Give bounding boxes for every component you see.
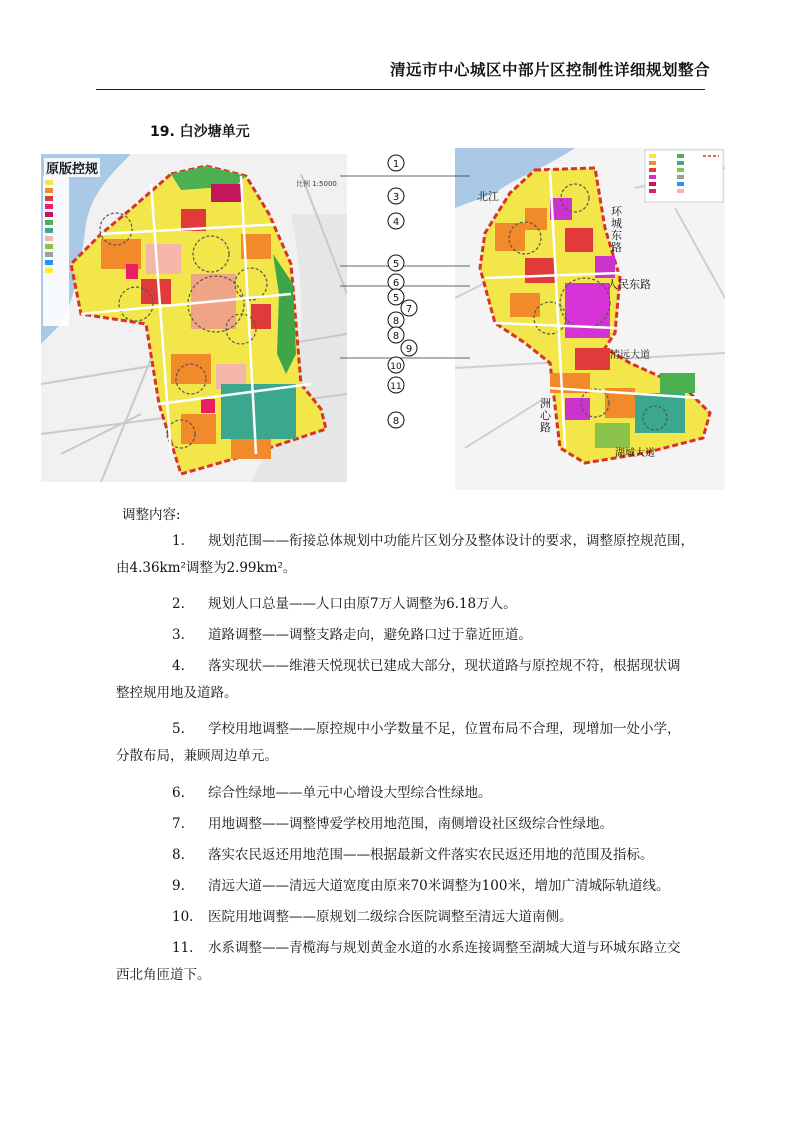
place-label-huancheng-east-road: 环城东路 <box>611 205 622 254</box>
item-text-continued: 整控规用地及道路。 <box>116 685 238 701</box>
item-number: 6. <box>172 785 185 801</box>
item-text: 水系调整——青榄海与规划黄金水道的水系连接调整至湖城大道与环城东路立交 <box>208 940 681 956</box>
callout-number: 5 <box>392 293 400 304</box>
item-text: 综合性绿地——单元中心增设大型综合性绿地。 <box>208 785 492 801</box>
item-number: 1. <box>172 533 185 549</box>
item-text: 落实农民返还用地范围——根据最新文件落实农民返还用地的范围及指标。 <box>208 847 654 863</box>
adjusted-plan-map <box>455 148 725 490</box>
item-text: 医院用地调整——原规划二级综合医院调整至清远大道南侧。 <box>208 909 573 925</box>
section-heading: 19. 白沙塘单元 <box>150 124 250 140</box>
item-text: 规划范围——衔接总体规划中功能片区划分及整体设计的要求，调整原控规范围， <box>208 533 694 549</box>
callout-number: 8 <box>392 331 400 342</box>
callout-number: 1 <box>392 159 400 170</box>
map-scale-text: 比例 1:5000 <box>296 180 337 188</box>
callout-number: 8 <box>392 416 400 427</box>
item-text: 清远大道——清远大道宽度由原来70米调整为100米，增加广清城际轨道线。 <box>208 878 670 894</box>
item-text: 规划人口总量——人口由原7万人调整为6.18万人。 <box>208 596 517 612</box>
place-label-beijiang: 北江 <box>477 190 499 203</box>
item-text: 道路调整——调整支路走向，避免路口过于靠近匝道。 <box>208 627 532 643</box>
item-text: 用地调整——调整博爱学校用地范围，南侧增设社区级综合性绿地。 <box>208 816 613 832</box>
place-label-renmin-east-road: 人民东路 <box>607 278 651 291</box>
item-number: 9. <box>172 878 185 894</box>
callout-number: 9 <box>405 344 413 355</box>
item-number: 5. <box>172 721 185 737</box>
callout-number: 6 <box>392 278 400 289</box>
callout-number: 4 <box>392 217 400 228</box>
adjustment-callouts <box>340 148 470 438</box>
header-divider <box>96 89 705 90</box>
original-plan-map-graphic <box>41 154 347 482</box>
item-text: 学校用地调整——原控规中小学数量不足，位置布局不合理，现增加一处小学， <box>208 721 681 737</box>
place-label-zhouxin-road: 洲心路 <box>540 397 551 434</box>
callout-number: 11 <box>390 382 402 392</box>
item-number: 11. <box>172 940 194 956</box>
item-text-continued: 分散布局，兼顾周边单元。 <box>116 748 278 764</box>
adjustment-intro: 调整内容: <box>122 507 181 523</box>
place-label-hucheng-avenue: 湖城大道 <box>615 448 655 459</box>
item-number: 10. <box>172 909 194 925</box>
item-number: 8. <box>172 847 185 863</box>
item-number: 4. <box>172 658 185 674</box>
callout-number: 5 <box>392 259 400 270</box>
callout-number: 7 <box>405 304 413 315</box>
item-text-continued: 由4.36km²调整为2.99km²。 <box>116 560 297 576</box>
document-header-title: 清远市中心城区中部片区控制性详细规划整合 <box>389 61 710 79</box>
item-number: 3. <box>172 627 185 643</box>
callout-leader-lines <box>340 148 470 438</box>
item-text: 落实现状——维港天悦现状已建成大部分，现状道路与原控规不符，根据现状调 <box>208 658 681 674</box>
callout-number: 10 <box>390 362 402 372</box>
item-number: 7. <box>172 816 185 832</box>
original-plan-label: 原版控规 <box>44 158 100 177</box>
original-plan-map <box>41 154 347 482</box>
item-text-continued: 西北角匝道下。 <box>116 967 211 983</box>
item-number: 2. <box>172 596 185 612</box>
callout-number: 8 <box>392 316 400 327</box>
callout-number: 3 <box>392 192 400 203</box>
place-label-qingyuan-avenue: 清远大道 <box>610 350 650 361</box>
